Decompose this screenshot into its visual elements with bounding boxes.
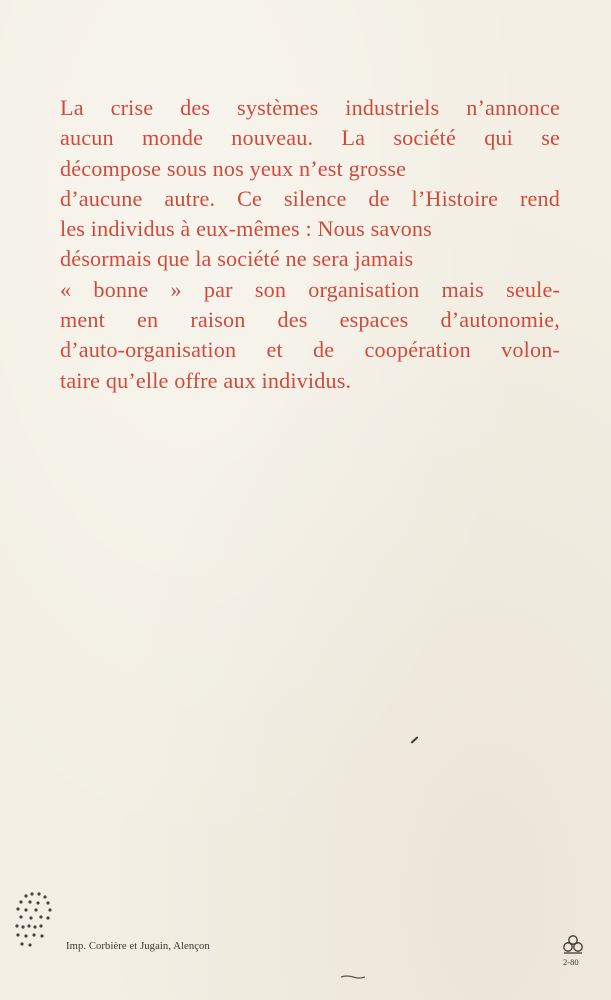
bottom-rule-mark bbox=[340, 975, 366, 979]
blurb-line-7: « bonne » par son organisation mais seule- bbox=[60, 276, 560, 302]
blurb-line-4: d’aucune autre. Ce silence de l’Histoire rend bbox=[60, 185, 560, 211]
blurb-line-8: ment en raison des espaces d’autonomie, bbox=[60, 307, 560, 333]
cover-blurb bbox=[60, 93, 560, 396]
blurb-line-10: taire qu’elle offre aux individus. bbox=[60, 367, 352, 393]
catalog-code: 2-80 bbox=[563, 957, 579, 967]
printer-credit: Imp. Corbière et Jugain, Alençon bbox=[66, 941, 210, 952]
dotted-publisher-logo-icon bbox=[12, 890, 60, 950]
blurb-line-6: désormais que la société ne sera jamais bbox=[60, 246, 414, 272]
blurb-line-1: La crise des systèmes industriels n’annonce bbox=[60, 95, 560, 120]
pen-mark bbox=[410, 736, 418, 744]
blurb-line-2: aucun monde nouveau. La société qui se bbox=[60, 125, 560, 151]
blurb-line-5: les individus à eux-mêmes : Nous savons bbox=[60, 216, 432, 242]
trefoil-emblem-icon bbox=[561, 933, 585, 955]
blurb-line-3: décompose sous nos yeux n’est grosse bbox=[60, 155, 407, 181]
blurb-line-9: d’auto-organisation et de coopération volon- bbox=[60, 337, 560, 363]
